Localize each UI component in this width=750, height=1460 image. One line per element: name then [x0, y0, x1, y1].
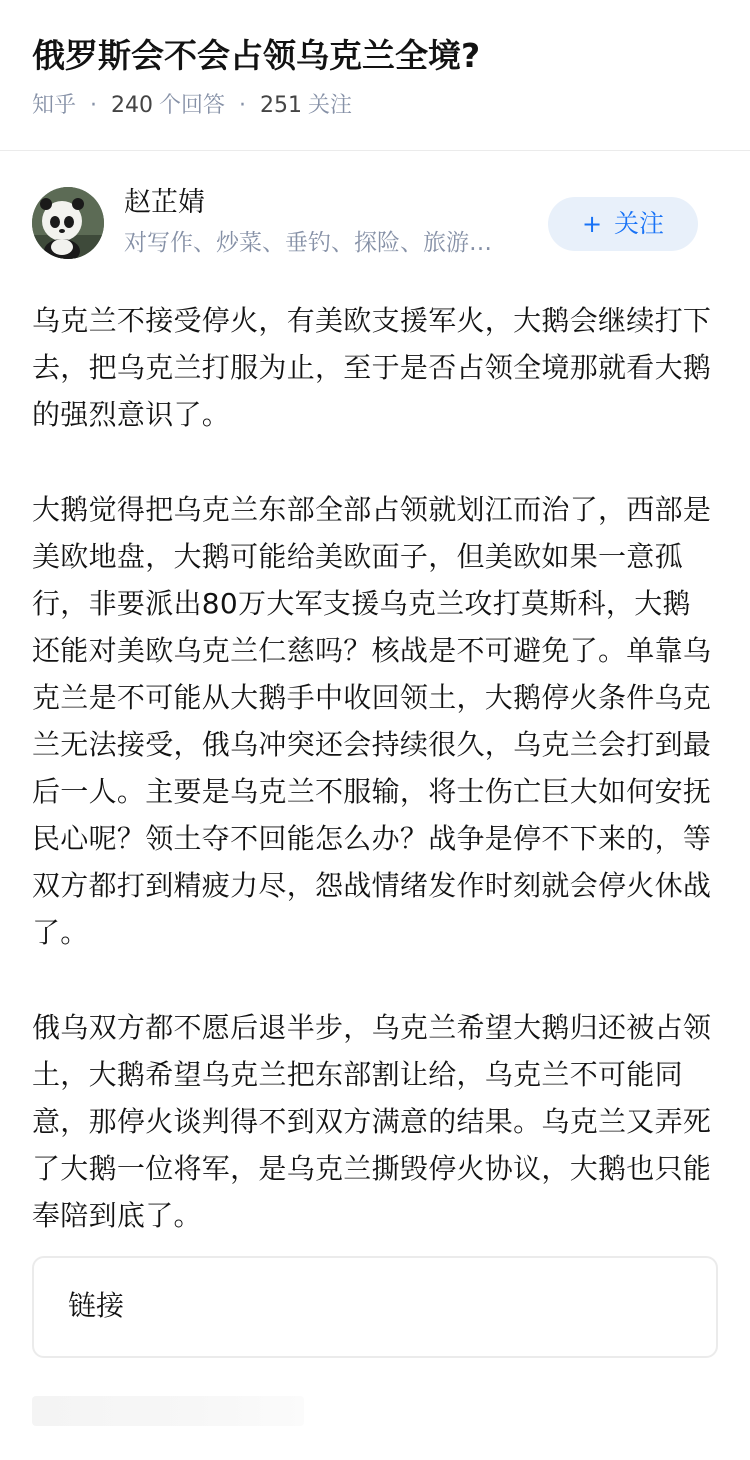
author-name[interactable]: 赵芷婧	[124, 187, 205, 218]
faded-footer-placeholder	[32, 1396, 304, 1426]
question-header	[0, 0, 750, 118]
follow-button-label: 关注	[614, 209, 665, 238]
source-label[interactable]: 知乎	[32, 93, 77, 118]
answer-paragraph: 乌克兰不接受停火，有美欧支援军火，大鹅会继续打下去，把乌克兰打服为止，至于是否占领全境那就看大鹅的强烈意识了。	[32, 304, 712, 431]
author-card	[0, 151, 750, 261]
question-title[interactable]: 俄罗斯会不会占领乌克兰全境?	[32, 36, 481, 75]
link-label: 链接	[68, 1289, 125, 1322]
answer-paragraph: 俄乌双方都不愿后退半步，乌克兰希望大鹅归还被占领土，大鹅希望乌克兰把东部割让给，乌克兰不可能同意，那停火谈判得不到双方满意的结果。乌克兰又弄死了大鹅一位将军，是乌克兰撕毁停火协议，大鹅也只能奉陪到底了。	[32, 1011, 712, 1232]
follow-count: 251	[260, 93, 303, 118]
answer-content	[0, 297, 750, 1239]
follow-button[interactable]	[548, 197, 698, 251]
separator-dot: ·	[239, 93, 247, 118]
link-card[interactable]	[32, 1256, 718, 1358]
separator-dot: ·	[90, 93, 98, 118]
follow-count-label: 关注	[308, 93, 353, 118]
plus-icon: +	[581, 210, 603, 238]
question-meta	[32, 90, 718, 122]
answer-count: 240	[111, 93, 154, 118]
answer-paragraph: 大鹅觉得把乌克兰东部全部占领就划江而治了，西部是美欧地盘，大鹅可能给美欧面子，但美欧如果一意孤行，非要派出80万大军支援乌克兰攻打莫斯科，大鹅还能对美欧乌克兰仁慈吗？核战是不可避免了。单靠乌克兰是不可能从大鹅手中收回领土，大鹅停火条件乌克兰无法接受，俄乌冲突还会持续很久，乌克兰会打到最后一人。主要是乌克兰不服输，将士伤亡巨大如何安抚民心呢？领土夺不回能怎么办？战争是停不下来的，等双方都打到精疲力尽，怨战情绪发作时刻就会停火休战了。	[32, 493, 712, 949]
panda-avatar-icon[interactable]	[32, 187, 104, 259]
answer-count-label: 个回答	[159, 93, 226, 118]
author-bio: 对写作、炒菜、垂钓、探险、旅游…	[124, 230, 492, 256]
